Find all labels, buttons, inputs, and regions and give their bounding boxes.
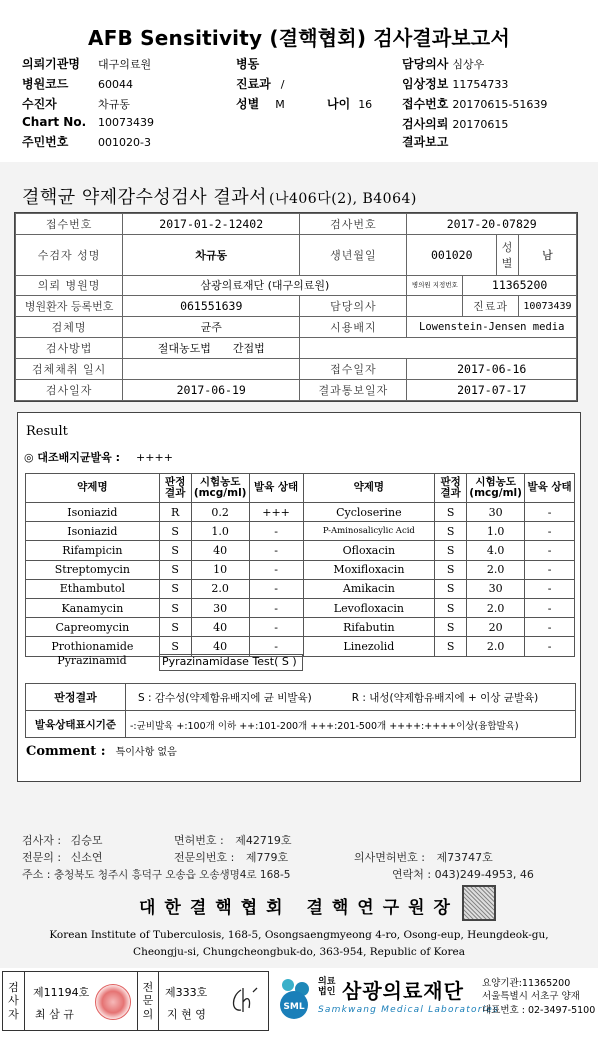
tester-line: 검사자 : 김승모 면허번호 : 제42719호	[22, 834, 292, 847]
drug-growth-cell: -	[249, 579, 303, 598]
drug-conc-cell: 30	[191, 598, 249, 617]
drug-judge-cell: S	[159, 579, 191, 598]
drug-conc-cell: 2.0	[467, 637, 525, 656]
drug-judge-cell: S	[435, 503, 467, 522]
drug-conc-cell: 40	[191, 618, 249, 637]
hospital-name: 삼광의료재단 (대구의료원)	[123, 275, 407, 296]
specialist-signature	[227, 984, 261, 1018]
header-chart-no: Chart No. 10073439	[22, 115, 154, 129]
institute-name: 대한결핵협회 결핵연구원장	[139, 898, 459, 918]
drug-row	[26, 560, 575, 579]
svg-text:SML: SML	[283, 1002, 305, 1012]
receipt-date: 2017-06-16	[407, 359, 577, 380]
registration-number: 061551639	[123, 296, 300, 317]
drug-drug-cell: Levofloxacin	[303, 598, 435, 617]
header-resident-no: 주민번호 001020-3	[22, 135, 151, 149]
header-doctor: 담당의사 심상우	[402, 57, 485, 71]
drug-drug-cell: Streptomycin	[26, 560, 160, 579]
drug-conc-cell: 40	[191, 637, 249, 656]
drug-conc-cell: 0.2	[191, 503, 249, 522]
header-receipt-no: 접수번호 20170615-51639	[402, 97, 548, 111]
footer-lab	[270, 971, 598, 1031]
method: 절대농도법 간접법	[123, 338, 300, 359]
drug-drug-cell: Capreomycin	[26, 618, 160, 637]
header-age: 나이 16	[327, 97, 373, 111]
hospital-code: 11365200	[463, 275, 577, 296]
drug-drug-cell: Isoniazid	[26, 503, 160, 522]
doctor	[407, 296, 463, 317]
drug-row	[26, 503, 575, 522]
lab-name: 삼광의료재단	[342, 979, 464, 1003]
address-en-1: Korean Institute of Tuberculosis, 168-5, Osongsaengmyeong 4-ro, Osong-eup, Heungdeok-gu,	[49, 929, 549, 941]
header-dept: 진료과 /	[236, 77, 285, 91]
drug-drug-cell: Kanamycin	[26, 598, 160, 617]
drug-judge-cell: S	[435, 560, 467, 579]
report-title: 결핵균 약제감수성검사 결과서 (나406다(2), B4064)	[22, 187, 417, 208]
drug-growth-cell: -	[249, 637, 303, 656]
tester-vertical-label: 검 사 자	[3, 972, 25, 1030]
dept: 10073439	[519, 296, 577, 317]
drug-drug-cell: Moxifloxacin	[303, 560, 435, 579]
drug-judge-cell: R	[159, 503, 191, 522]
comment: Comment : 특이사항 없음	[26, 744, 177, 759]
address-en-2: Cheongju-si, Chungcheongbuk-do, 363-954, Republic of Korea	[133, 946, 465, 958]
collect-date	[123, 359, 300, 380]
drug-susceptibility-table	[25, 473, 575, 672]
drug-judge-cell: S	[435, 541, 467, 560]
drug-judge-cell: S	[159, 560, 191, 579]
header-patient: 수진자 차규동	[22, 97, 130, 111]
specialist-license: 제333호	[165, 986, 208, 999]
drug-table-header: 약제명 판정 결과 시험농도 (mcg/ml) 발육 상태 약제명 판정 결과 시험농도 (mcg/ml) 발육 상태	[26, 474, 575, 503]
drug-drug-cell: Rifabutin	[303, 618, 435, 637]
receipt-number: 2017-01-2-12402	[123, 214, 300, 235]
drug-conc-cell: 2.0	[191, 579, 249, 598]
drug-growth-cell: -	[525, 541, 575, 560]
control-growth: ◎ 대조배지균발육 : ++++	[24, 451, 173, 464]
result-section	[17, 412, 581, 782]
drug-growth-cell: -	[249, 560, 303, 579]
pyrazinamide-row: Pyrazinamid Pyrazinamidase Test( S )	[25, 654, 303, 671]
drug-row	[26, 522, 575, 541]
drug-drug-cell: Prothionamide	[26, 637, 160, 656]
drug-row	[26, 598, 575, 617]
drug-row	[26, 541, 575, 560]
medium: Lowenstein-Jensen media	[407, 317, 577, 338]
drug-drug-cell: Isoniazid	[26, 522, 160, 541]
drug-judge-cell: S	[435, 598, 467, 617]
drug-judge-cell: S	[159, 618, 191, 637]
drug-growth-cell: -	[249, 522, 303, 541]
tester-name: 최 삼 규	[35, 1008, 74, 1021]
result-label: Result	[26, 424, 68, 439]
lab-name-en: Samkwang Medical Laboratories	[318, 1005, 499, 1015]
patient-name: 차규동	[123, 234, 300, 275]
header-ward: 병동	[236, 57, 260, 71]
drug-growth-cell: -	[249, 618, 303, 637]
drug-growth-cell: -	[525, 598, 575, 617]
specialist-vertical-label: 전 문 의	[137, 972, 159, 1030]
drug-conc-cell: 1.0	[191, 522, 249, 541]
dob: 001020	[407, 234, 497, 275]
tester-license: 제11194호	[33, 986, 90, 999]
header-clinical: 임상정보 11754733	[402, 77, 509, 91]
drug-judge-cell: S	[159, 541, 191, 560]
drug-drug-cell: Ofloxacin	[303, 541, 435, 560]
tester-seal	[95, 984, 131, 1020]
drug-drug-cell: Linezolid	[303, 637, 435, 656]
exam-number: 2017-20-07829	[407, 214, 577, 235]
drug-growth-cell: -	[249, 598, 303, 617]
drug-growth-cell: +++	[249, 503, 303, 522]
header-report: 결과보고	[402, 135, 449, 149]
drug-conc-cell: 40	[191, 541, 249, 560]
drug-growth-cell: -	[249, 541, 303, 560]
drug-row	[26, 579, 575, 598]
drug-conc-cell: 1.0	[467, 522, 525, 541]
specimen: 균주	[123, 317, 300, 338]
drug-growth-cell: -	[525, 560, 575, 579]
specialist-name: 지 현 영	[167, 1008, 206, 1021]
footer-signers	[2, 971, 269, 1031]
drug-growth-cell: -	[525, 522, 575, 541]
drug-growth-cell: -	[525, 618, 575, 637]
patient-info-table: 접수번호 2017-01-2-12402 검사번호 2017-20-07829 수검자 성명 차규동 생년월일 001020 성별 남 의뢰 병원명 삼광의료재단 (대구의료원) 병의원 지정번호 11365200 병원환자 등록번호 061551639 담당의사 진료과 10073439 검체명 균주 시용배지 Lowenstein-Jensen media 검사방법 절대농도법 간접법 검체채취 일시 접수일자 2017-06-16 검사일자 2017-06-19 결과통보일자 2017-07-17	[14, 212, 578, 402]
drug-drug-cell: Cycloserine	[303, 503, 435, 522]
header-hospital-code: 병원코드 60044	[22, 77, 133, 91]
header-institution: 의뢰기관명 대구의료원	[22, 57, 152, 71]
drug-conc-cell: 20	[467, 618, 525, 637]
drug-conc-cell: 2.0	[467, 560, 525, 579]
drug-growth-cell: -	[525, 503, 575, 522]
address-line: 주소 : 충청북도 청주시 흥덕구 오송읍 오송생명4로 168-5 연락처 : 043)249-4953, 46	[22, 868, 534, 881]
drug-judge-cell: S	[159, 637, 191, 656]
drug-conc-cell: 10	[191, 560, 249, 579]
drug-judge-cell: S	[435, 618, 467, 637]
drug-judge-cell: S	[435, 637, 467, 656]
judgement-legend: 판정결과 S : 감수성(약제함유배지에 균 비발육) R : 내성(약제함유배지에 + 이상 균발육) 발육상태표시기준 -:균비발육 +:100개 이하 ++:101-200개 +++:201-500개 ++++:++++이상(융합발육)	[25, 683, 576, 738]
institute-seal	[462, 885, 496, 921]
drug-row	[26, 618, 575, 637]
corp-prefix: 의료 법인	[318, 977, 336, 998]
drug-growth-cell: -	[525, 637, 575, 656]
drug-drug-cell: P-Aminosalicylic Acid	[303, 522, 435, 541]
header-sex: 성별 M	[236, 97, 285, 111]
drug-drug-cell: Rifampicin	[26, 541, 160, 560]
notify-date: 2017-07-17	[407, 380, 577, 401]
test-date: 2017-06-19	[123, 380, 300, 401]
drug-judge-cell: S	[159, 522, 191, 541]
drug-judge-cell: S	[159, 598, 191, 617]
sex: 남	[519, 234, 577, 275]
document-title: AFB Sensitivity (결핵협회) 검사결과보고서	[88, 26, 510, 50]
specialist-line: 전문의 : 신소연 전문의번호 : 제779호 의사면허번호 : 제73747호	[22, 851, 493, 864]
header-request: 검사의뢰 20170615	[402, 117, 509, 131]
drug-conc-cell: 30	[467, 503, 525, 522]
drug-conc-cell: 30	[467, 579, 525, 598]
sml-logo-icon	[274, 975, 314, 1025]
drug-drug-cell: Amikacin	[303, 579, 435, 598]
drug-growth-cell: -	[525, 579, 575, 598]
drug-drug-cell: Ethambutol	[26, 579, 160, 598]
drug-judge-cell: S	[435, 579, 467, 598]
drug-conc-cell: 4.0	[467, 541, 525, 560]
lab-info: 요양기관:11365200 서울특별시 서초구 양재 대표번호 : 02-3497-5100	[482, 978, 596, 1016]
drug-judge-cell: S	[435, 522, 467, 541]
drug-conc-cell: 2.0	[467, 598, 525, 617]
